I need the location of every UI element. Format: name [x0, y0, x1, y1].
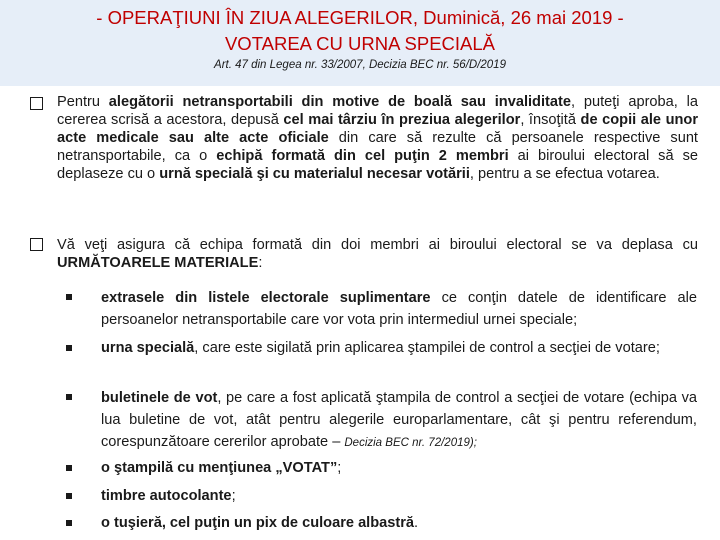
bec-decision-reference: Decizia BEC nr. 72/2019); — [344, 437, 477, 449]
material-item-special-urn: urna specială, care este sigilată prin aplicarea ştampilei de control a secţiei de votare; — [101, 340, 660, 356]
paragraph-bedridden-voters: Pentru alegătorii netransportabili din motive de boală sau invaliditate, puteţi aproba, la cererea scrisă a acestora, depusă cel mai târziu în preziua alegerilor, însoţită de copii ale unor acte medicale sau alte acte oficiale din care să rezulte că persoanele respective sunt netransportabile, ca o echipă formată din cel puţin 2 membri ai biroului electoral să se deplaseze cu o urnă specială şi cu materialul necesar votării, pentru a se efectua votarea. — [57, 94, 699, 182]
square-bullet-icon — [66, 345, 72, 351]
material-item-voted-stamp: o ştampilă cu menţiunea „VOTAT”; — [101, 460, 342, 476]
material-item-ink-pad-pen: o tuşieră, cel puţin un pix de culoare albastră. — [101, 515, 419, 531]
material-item-ballots: buletinele de vot, pe care a fost aplicată ştampila de control a secţiei de votare (echipa va lua buletine de vot, atât pentru alegerile europarlamentare, cât şi pentru referendum, corespunzătoare cererilor aprobate – Decizia BEC nr. 72/2019); — [101, 390, 697, 450]
square-bullet-icon — [66, 520, 72, 526]
hollow-square-bullet-icon — [30, 97, 43, 110]
material-item-stickers: timbre autocolante; — [101, 488, 236, 504]
hollow-square-bullet-icon — [30, 238, 43, 251]
header-band — [0, 0, 720, 86]
page-title-line1: - OPERAŢIUNI ÎN ZIUA ALEGERILOR, Duminică, 26 mai 2019 - — [96, 7, 624, 28]
legal-reference: Art. 47 din Legea nr. 33/2007, Decizia BEC nr. 56/D/2019 — [214, 59, 506, 71]
square-bullet-icon — [66, 493, 72, 499]
material-item-extracts: extrasele din listele electorale suplimentare ce conţin datele de identificare ale persoanelor netransportabile care vor vota prin intermediul urnei speciale; — [101, 290, 697, 328]
square-bullet-icon — [66, 394, 72, 400]
page-title-line2: VOTAREA CU URNA SPECIALĂ — [224, 33, 496, 54]
paragraph-materials-intro: Vă veţi asigura că echipa formată din doi membri ai biroului electoral se va deplasa cu URMĂTOARELE MATERIALE: — [57, 237, 698, 271]
square-bullet-icon — [66, 465, 72, 471]
square-bullet-icon — [66, 294, 72, 300]
